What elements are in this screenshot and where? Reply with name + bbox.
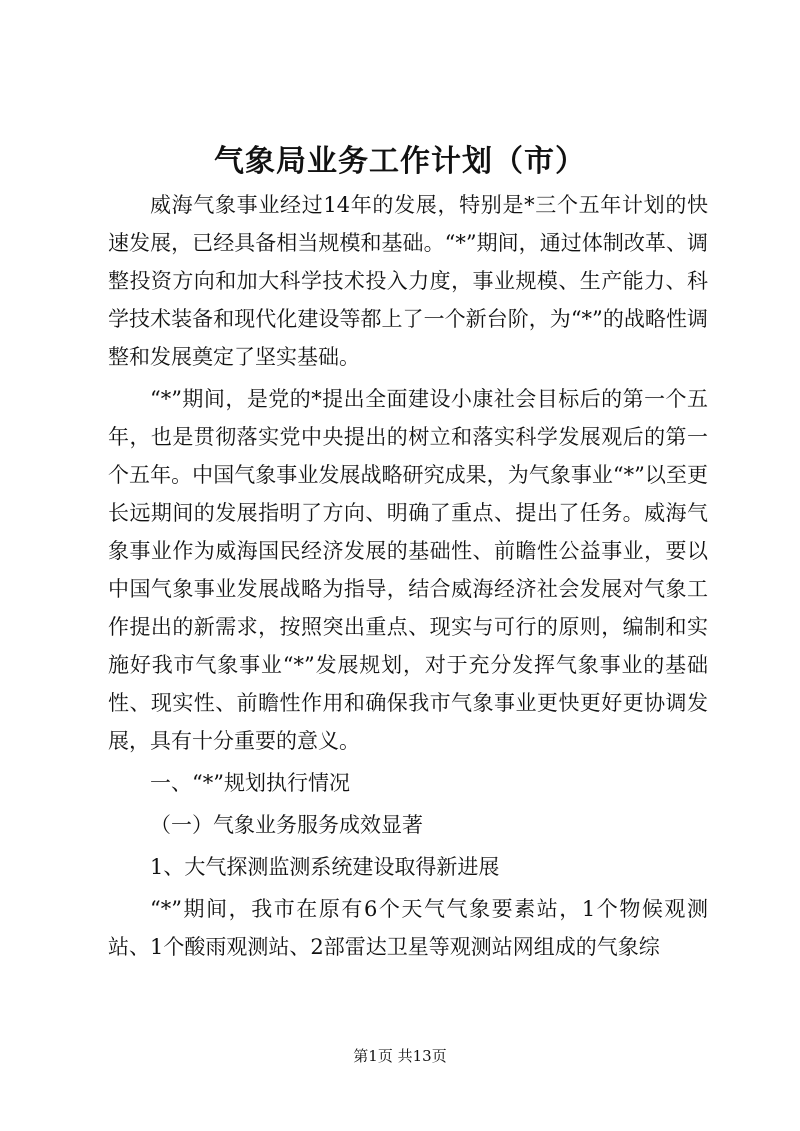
section-heading: 一、“*”规划执行情况 <box>150 771 350 795</box>
document-body <box>108 186 708 970</box>
paragraph-2: “*”期间，是党的*提出全面建设小康社会目标后的第一个五年，也是贯彻落实党中央提出的树立和落实科学发展观后的第一个五年。中国气象事业发展战略研究成果，为气象事业“*”以至更长远期间的发展指明了方向、明确了重点、提出了任务。威海气象事业作为威海国民经济发展的基础性、前瞻性公益事业，要以中国气象事业发展战略为指导，结合威海经济社会发展对气象工作提出的新需求，按照突出重点、现实与可行的原则，编制和实施好我市气象事业“*”发展规划，对于充分发挥气象事业的基础性、现实性、前瞻性作用和确保我市气象事业更快更好更协调发展，具有十分重要的意义。 <box>108 387 708 753</box>
document-title: 气象局业务工作计划（市） <box>214 144 586 179</box>
item-heading: 1、大气探测监测系统建设取得新进展 <box>150 855 500 879</box>
subsection-heading: （一）气象业务服务成效显著 <box>150 813 423 837</box>
paragraph-1: 威海气象事业经过14年的发展，特别是*三个五年计划的快速发展，已经具备相当规模和基础。“*”期间，通过体制改革、调整投资方向和加大科学技术投入力度，事业规模、生产能力、科学技术装备和现代化建设等都上了一个新台阶，为“*”的战略性调整和发展奠定了坚实基础。 <box>108 193 708 369</box>
paragraph-3: “*”期间，我市在原有6个天气气象要素站，1个物候观测站、1个酸雨观测站、2部雷达卫星等观测站网组成的气象综 <box>108 897 708 959</box>
page-number: 第1页 共13页 <box>353 1047 447 1065</box>
